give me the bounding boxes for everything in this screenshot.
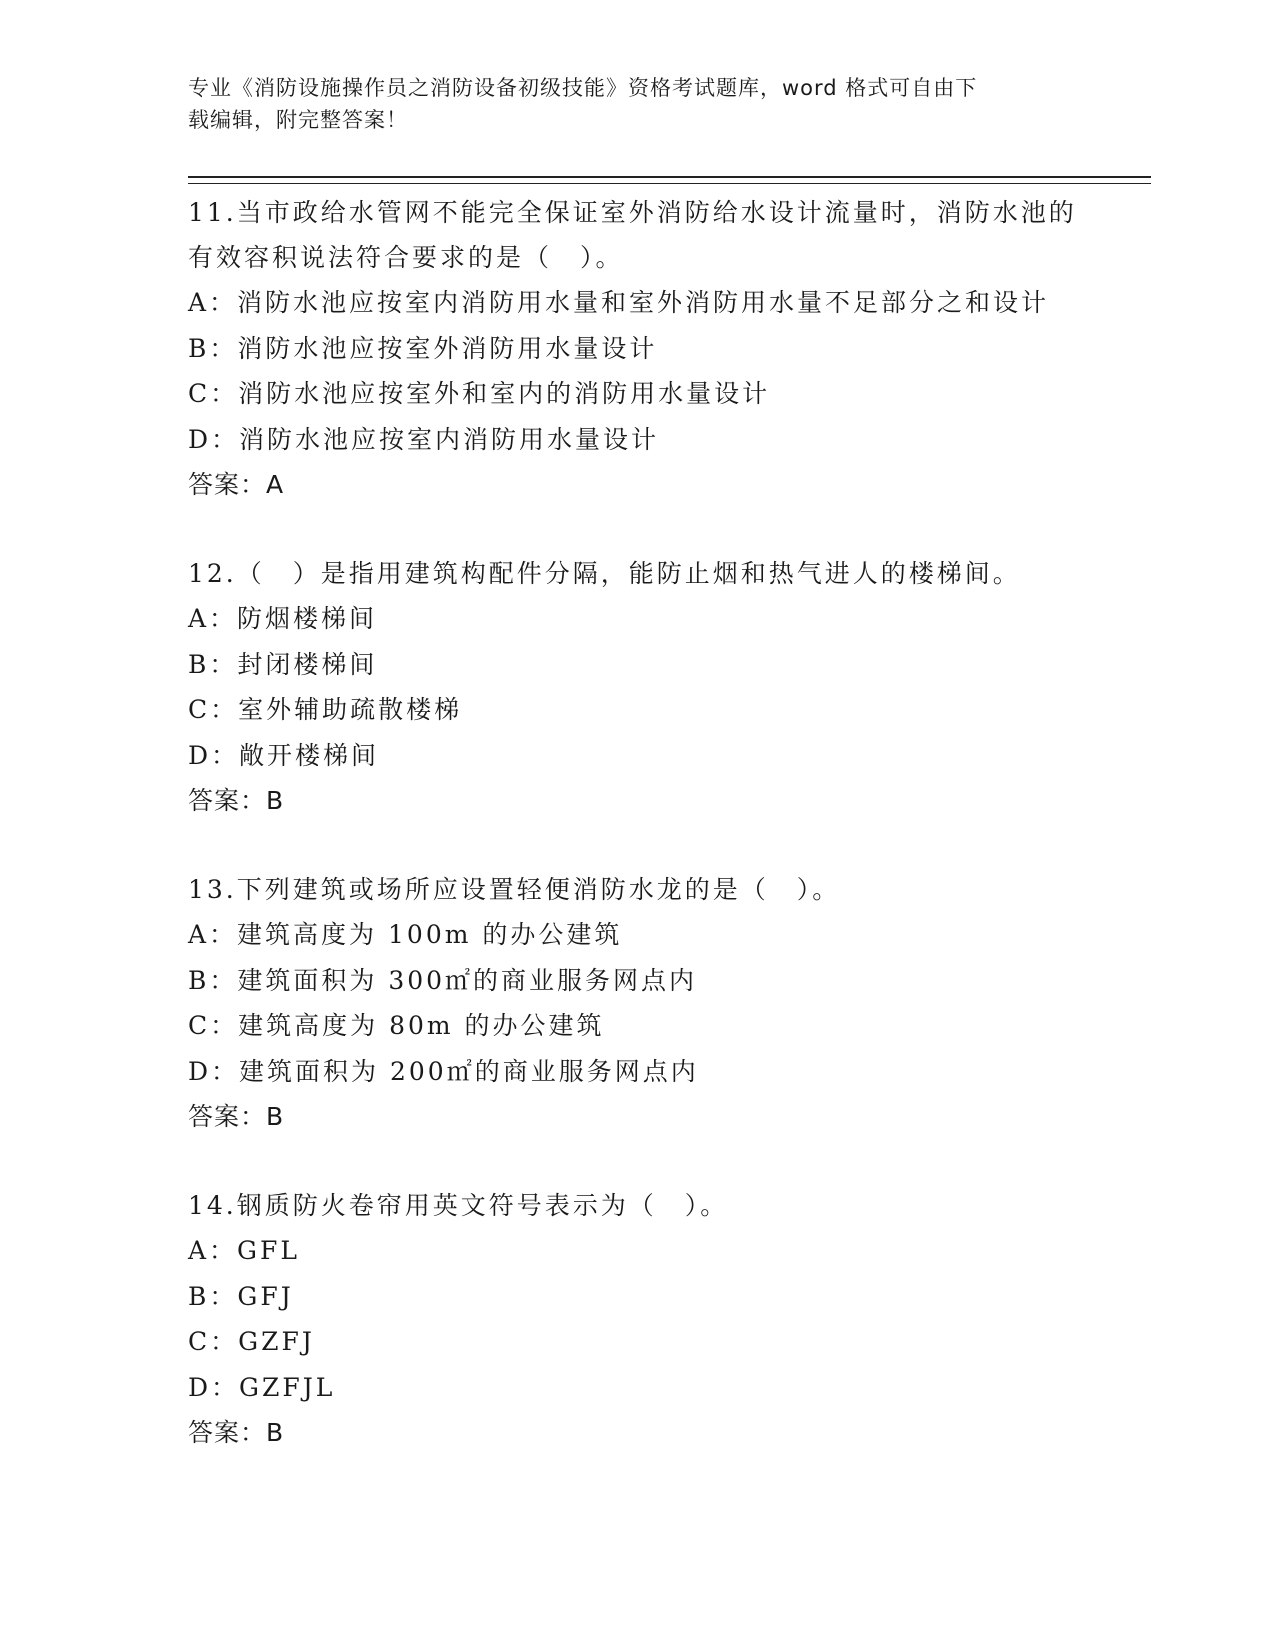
option-d: D：GZFJL bbox=[188, 1372, 336, 1402]
question-11 bbox=[188, 190, 1151, 507]
option-a: A：消防水池应按室内消防用水量和室外消防用水量不足部分之和设计 bbox=[188, 288, 1050, 317]
option-d: D：建筑面积为 200㎡的商业服务网点内 bbox=[188, 1056, 699, 1086]
option-a: A：防烟楼梯间 bbox=[188, 604, 378, 633]
question-13 bbox=[188, 867, 1151, 1139]
answer: 答案：B bbox=[188, 1418, 285, 1447]
option-b: B：建筑面积为 300㎡的商业服务网点内 bbox=[188, 965, 698, 995]
option-c: C：建筑高度为 80m 的办公建筑 bbox=[188, 1011, 605, 1040]
option-c: C：室外辅助疏散楼梯 bbox=[188, 695, 463, 724]
option-c: C：GZFJ bbox=[188, 1327, 315, 1356]
question-stem: 11.当市政给水管网不能完全保证室外消防给水设计流量时，消防水池的有效容积说法符合要求的是（ ）。 bbox=[188, 198, 1077, 272]
option-a: A：建筑高度为 100m 的办公建筑 bbox=[188, 920, 623, 949]
option-b: B：封闭楼梯间 bbox=[188, 649, 378, 679]
question-list bbox=[188, 190, 1151, 1499]
option-d: D：敞开楼梯间 bbox=[188, 740, 380, 770]
answer: 答案：B bbox=[188, 1102, 285, 1131]
header-divider-thick bbox=[188, 176, 1151, 178]
option-d: D：消防水池应按室内消防用水量设计 bbox=[188, 424, 660, 454]
question-12 bbox=[188, 551, 1151, 823]
option-a: A：GFL bbox=[188, 1236, 300, 1265]
question-14 bbox=[188, 1183, 1151, 1455]
option-c: C：消防水池应按室外和室内的消防用水量设计 bbox=[188, 379, 771, 408]
document-header bbox=[188, 72, 1088, 136]
question-stem: 12.（ ）是指用建筑构配件分隔，能防止烟和热气进人的楼梯间。 bbox=[188, 559, 1021, 588]
option-b: B：消防水池应按室外消防用水量设计 bbox=[188, 333, 658, 363]
question-stem: 13.下列建筑或场所应设置轻便消防水龙的是（ ）。 bbox=[188, 875, 841, 904]
answer: 答案：A bbox=[188, 470, 285, 499]
option-b: B：GFJ bbox=[188, 1281, 294, 1311]
header-line-2: 载编辑，附完整答案！ bbox=[188, 108, 408, 132]
question-stem: 14.钢质防火卷帘用英文符号表示为（ ）。 bbox=[188, 1191, 729, 1220]
header-line-1: 专业《消防设施操作员之消防设备初级技能》资格考试题库，word 格式可自由下 bbox=[188, 76, 978, 100]
header-divider-thin bbox=[188, 183, 1151, 184]
answer: 答案：B bbox=[188, 786, 285, 815]
